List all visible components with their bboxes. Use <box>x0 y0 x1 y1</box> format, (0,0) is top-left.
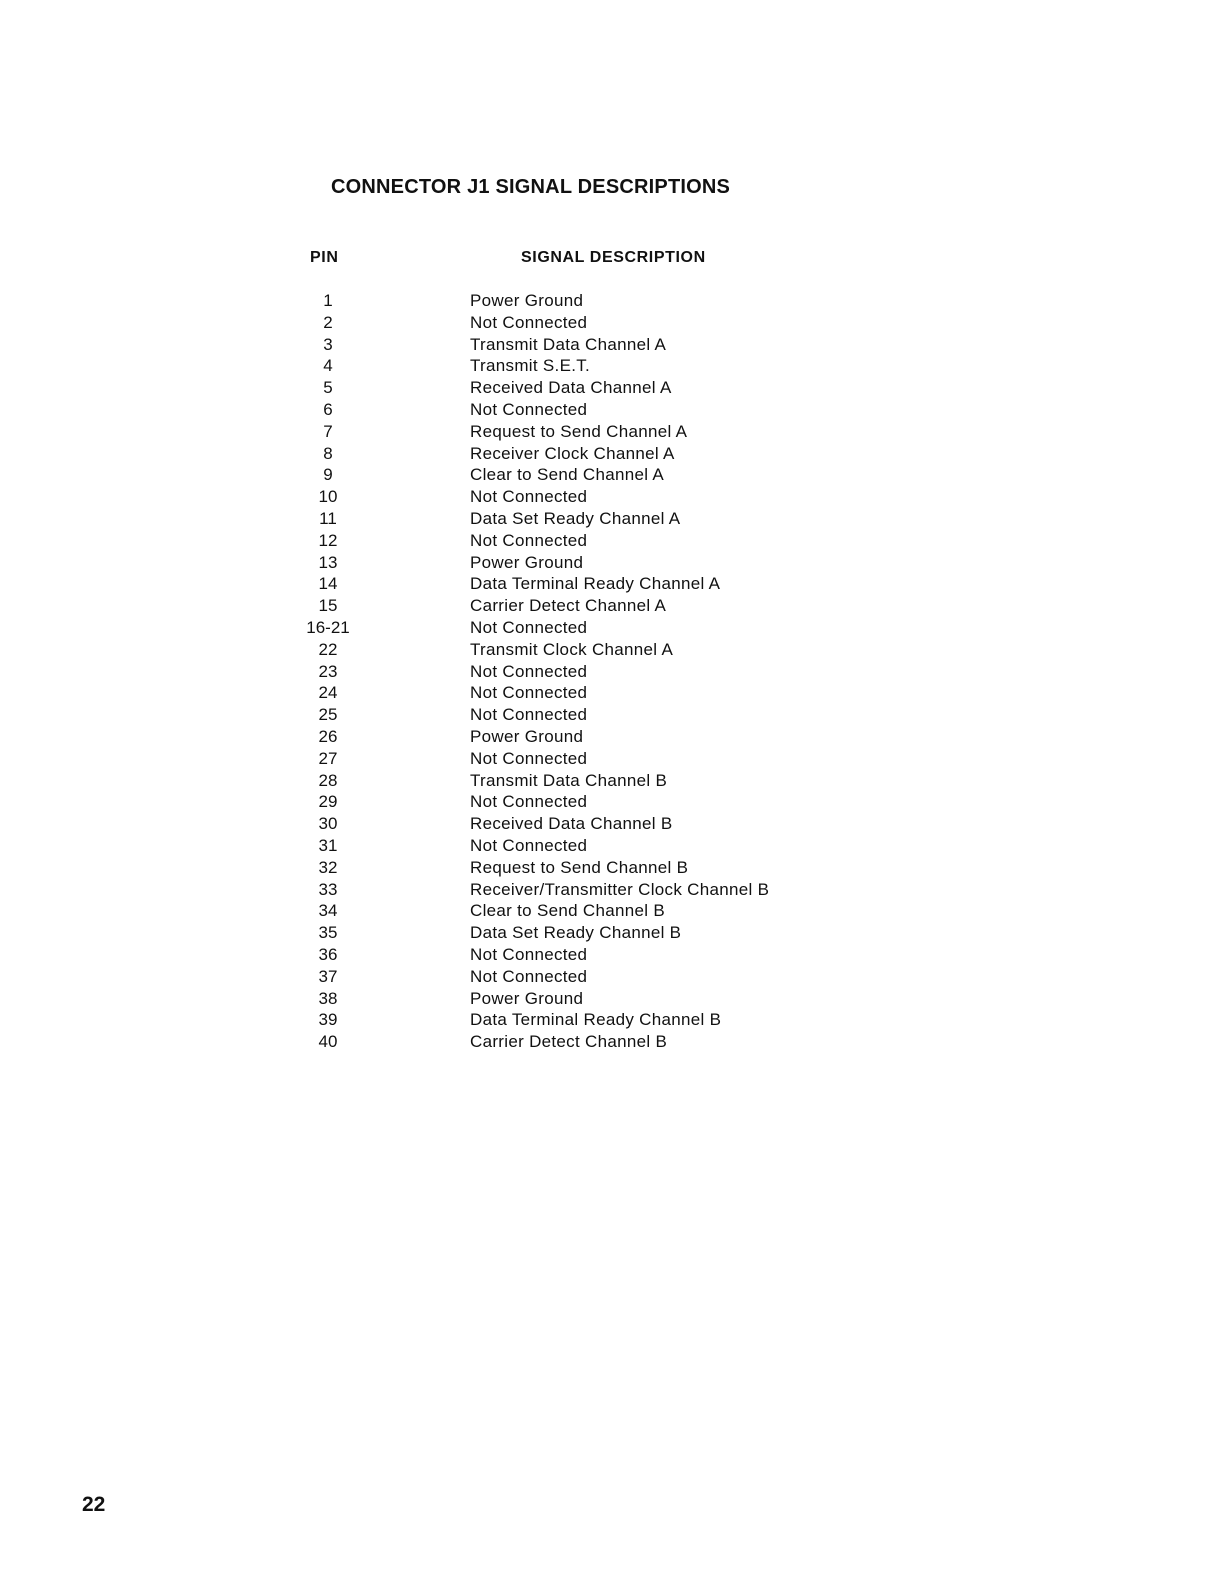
table-row <box>0 1032 1224 1054</box>
signal-description: Carrier Detect Channel A <box>470 596 667 616</box>
pin-number: 12 <box>318 530 338 550</box>
signal-description: Not Connected <box>470 617 588 637</box>
table-row <box>0 356 1224 378</box>
table-row <box>0 596 1224 618</box>
pin-number: 38 <box>318 988 338 1008</box>
table-row <box>0 444 1224 466</box>
table-row <box>0 771 1224 793</box>
signal-description: Clear to Send Channel A <box>470 465 665 485</box>
pin-number: 15 <box>318 596 338 616</box>
signal-description: Not Connected <box>470 683 588 703</box>
pin-number: 37 <box>318 966 338 986</box>
signal-description: Receiver Clock Channel A <box>470 443 675 463</box>
signal-description: Receiver/Transmitter Clock Channel B <box>470 879 770 899</box>
pin-number: 10 <box>318 487 338 507</box>
table-row <box>0 858 1224 880</box>
signal-description: Transmit S.E.T. <box>470 356 591 376</box>
pin-number: 33 <box>318 879 338 899</box>
signal-description: Not Connected <box>470 792 588 812</box>
table-row <box>0 923 1224 945</box>
pin-number: 23 <box>318 661 338 681</box>
table-row <box>0 378 1224 400</box>
pin-number: 29 <box>318 792 338 812</box>
signal-description: Not Connected <box>470 530 588 550</box>
signal-description: Transmit Data Channel B <box>470 770 668 790</box>
pin-number: 31 <box>318 835 338 855</box>
signal-description: Data Set Ready Channel A <box>470 508 681 528</box>
pin-number: 1 <box>323 291 333 310</box>
signal-description-column-header: SIGNAL DESCRIPTION <box>521 249 706 266</box>
table-row <box>0 1010 1224 1032</box>
signal-description: Power Ground <box>470 726 584 746</box>
table-row <box>0 465 1224 487</box>
pin-number: 26 <box>318 726 338 746</box>
signal-description: Request to Send Channel B <box>470 857 689 877</box>
signal-description: Not Connected <box>470 944 588 964</box>
signal-description: Not Connected <box>470 312 588 332</box>
table-row <box>0 553 1224 575</box>
signal-description: Not Connected <box>470 661 588 681</box>
table-row <box>0 705 1224 727</box>
signal-description: Data Terminal Ready Channel B <box>470 1010 722 1030</box>
pin-number: 14 <box>318 574 338 594</box>
table-row <box>0 531 1224 553</box>
table-row <box>0 792 1224 814</box>
pin-number: 39 <box>318 1010 338 1030</box>
table-row <box>0 989 1224 1011</box>
table-row <box>0 749 1224 771</box>
table-row <box>0 901 1224 923</box>
pin-number: 35 <box>318 923 338 943</box>
signal-description: Not Connected <box>470 966 588 986</box>
table-row <box>0 509 1224 531</box>
signal-description: Data Terminal Ready Channel A <box>470 574 721 594</box>
table-row <box>0 945 1224 967</box>
pin-number: 25 <box>318 705 338 725</box>
pin-number: 40 <box>318 1032 338 1052</box>
pin-number: 3 <box>323 334 333 354</box>
table-row <box>0 291 1224 313</box>
table-row <box>0 400 1224 422</box>
signal-description: Not Connected <box>470 835 588 855</box>
signal-description: Clear to Send Channel B <box>470 901 665 921</box>
pin-number: 6 <box>323 399 333 419</box>
signal-description: Power Ground <box>470 988 584 1008</box>
table-row <box>0 618 1224 640</box>
pin-number: 34 <box>318 901 338 921</box>
pin-number: 27 <box>318 748 338 768</box>
table-row <box>0 814 1224 836</box>
table-row <box>0 640 1224 662</box>
pin-number: 8 <box>323 443 333 463</box>
page-title: CONNECTOR J1 SIGNAL DESCRIPTIONS <box>331 176 731 198</box>
signal-description: Not Connected <box>470 748 588 768</box>
signal-description: Received Data Channel A <box>470 378 672 398</box>
pin-number: 16-21 <box>306 617 350 637</box>
signal-description: Power Ground <box>470 291 584 310</box>
table-row <box>0 313 1224 335</box>
pin-number: 7 <box>323 421 333 441</box>
pin-number: 2 <box>323 312 333 332</box>
signal-description: Power Ground <box>470 552 584 572</box>
pin-number: 22 <box>318 639 338 659</box>
pin-number: 32 <box>318 857 338 877</box>
table-row <box>0 880 1224 902</box>
pin-number: 4 <box>323 356 333 376</box>
page-number: 22 <box>82 1493 106 1516</box>
pin-number: 11 <box>319 508 337 528</box>
pin-number: 13 <box>318 552 338 572</box>
pin-number: 9 <box>323 465 333 485</box>
table-row <box>0 662 1224 684</box>
pin-number: 36 <box>318 944 338 964</box>
pin-number: 30 <box>318 814 338 834</box>
signal-description: Not Connected <box>470 399 588 419</box>
table-row <box>0 335 1224 357</box>
signal-description: Not Connected <box>470 705 588 725</box>
table-row <box>0 967 1224 989</box>
table-row <box>0 574 1224 596</box>
signal-description: Carrier Detect Channel B <box>470 1032 668 1052</box>
signal-description: Data Set Ready Channel B <box>470 923 682 943</box>
signal-table <box>0 291 1224 1054</box>
pin-number: 28 <box>318 770 338 790</box>
table-row <box>0 487 1224 509</box>
pin-number: 24 <box>318 683 338 703</box>
signal-description: Transmit Clock Channel A <box>470 639 674 659</box>
table-row <box>0 836 1224 858</box>
table-row <box>0 422 1224 444</box>
pin-number: 5 <box>323 378 333 398</box>
signal-description: Request to Send Channel A <box>470 421 688 441</box>
signal-description: Received Data Channel B <box>470 814 673 834</box>
table-row <box>0 727 1224 749</box>
signal-description: Not Connected <box>470 487 588 507</box>
signal-description: Transmit Data Channel A <box>470 334 667 354</box>
table-row <box>0 683 1224 705</box>
pin-column-header: PIN <box>310 249 339 266</box>
